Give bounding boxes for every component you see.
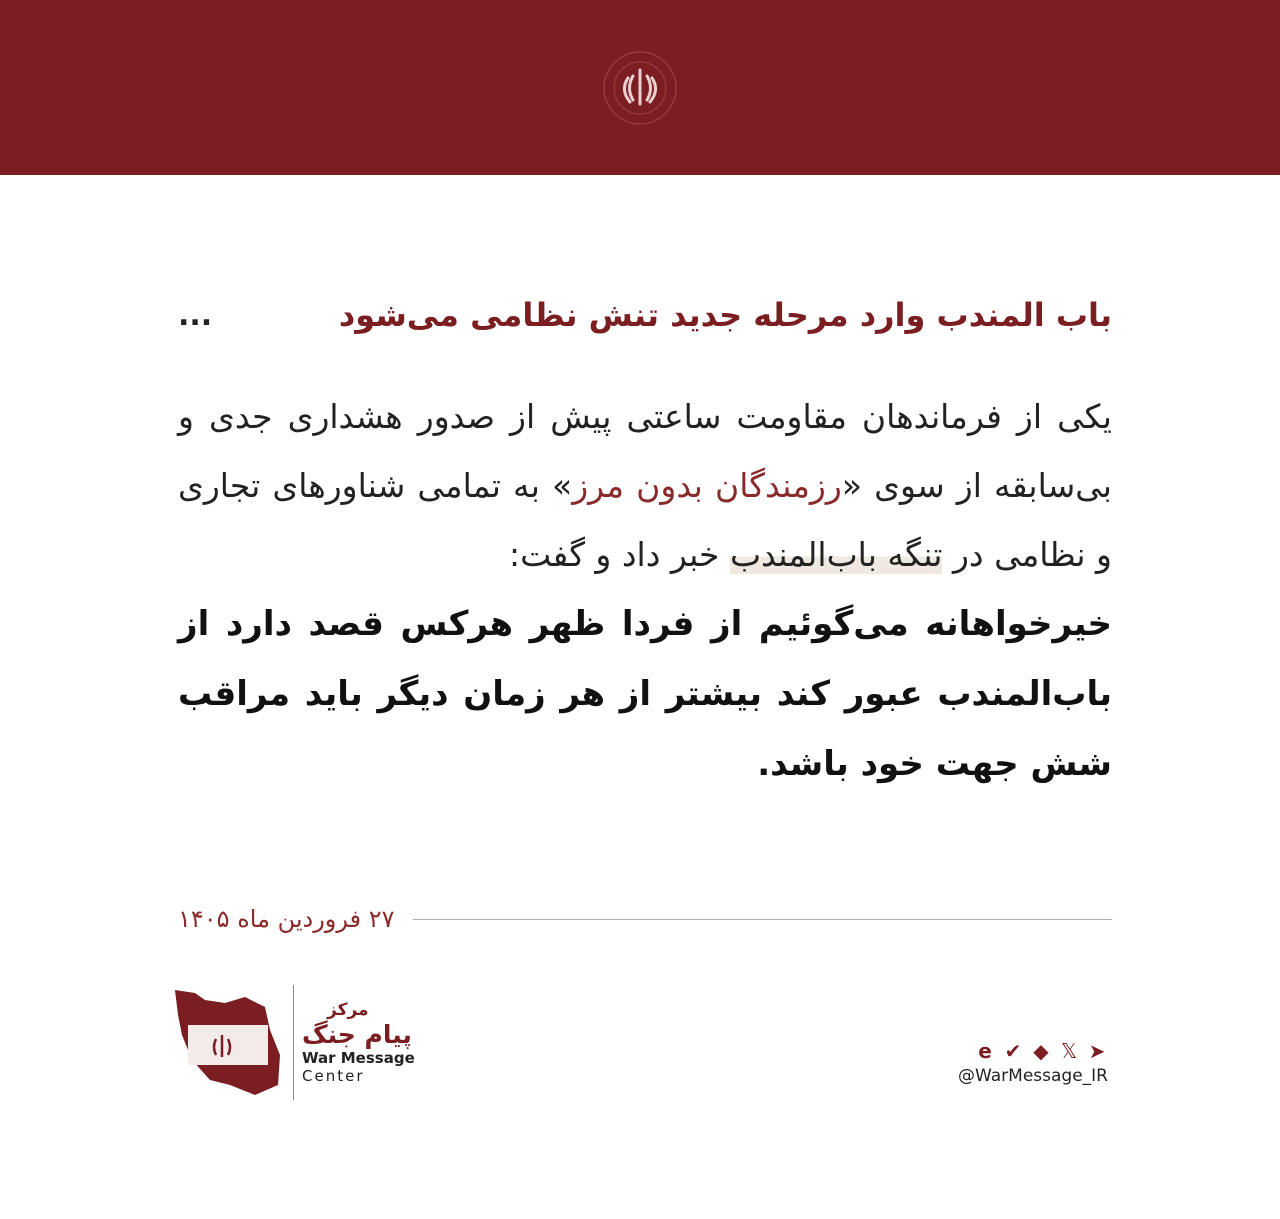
x-icon[interactable]: 𝕏 <box>1060 1039 1078 1063</box>
telegram-icon[interactable]: ➤ <box>1088 1039 1106 1063</box>
eitaa-icon[interactable]: e <box>978 1039 992 1063</box>
quote: خیرخواهانه می‌گوئیم از فردا ظهر هرکس قصد دارد از باب‌المندب عبور کند بیشتر از هر زمان دیگر باید مراقب شش جهت خود باشد. <box>178 604 1112 784</box>
iran-emblem-icon <box>600 48 680 128</box>
logo-en-line1: War Message <box>302 1049 415 1067</box>
logo-divider <box>293 985 294 1100</box>
social-links <box>958 1040 1108 1086</box>
date: ۲۷ فروردین ماه ۱۴۰۵ <box>178 905 395 933</box>
body-paragraph <box>178 382 1112 589</box>
article <box>178 290 1112 799</box>
date-row <box>178 905 1112 933</box>
body-text-2: » به تمامی شناورهای تجاری و نظامی در <box>178 466 1112 574</box>
divider <box>413 919 1112 920</box>
iran-map-icon <box>170 985 285 1100</box>
headline: باب المندب وارد مرحله جدید تنش نظامی می‌شود <box>338 296 1112 334</box>
social-handle[interactable]: @WarMessage_IR <box>958 1066 1108 1086</box>
highlight-strait: تنگه باب‌المندب <box>729 535 943 574</box>
logo-fa-line1: مرکز <box>327 1000 369 1020</box>
highlight-red: رزمندگان بدون مرز <box>572 466 842 505</box>
check-icon[interactable]: ✔ <box>1004 1039 1022 1063</box>
body-text-3: خبر داد و گفت: <box>509 535 730 574</box>
header-banner <box>0 0 1280 175</box>
body-text-1: یکی از فرماندهان مقاومت ساعتی پیش از صدور هشداری جدی و بی‌سابقه از سوی « <box>178 397 1112 505</box>
logo-en-line2: Center <box>302 1067 365 1085</box>
ellipsis: ... <box>178 297 213 333</box>
war-message-logo <box>170 985 415 1100</box>
logo-fa-line2: پیام جنگ <box>302 1020 412 1049</box>
rubika-icon[interactable]: ◆ <box>1033 1039 1049 1063</box>
